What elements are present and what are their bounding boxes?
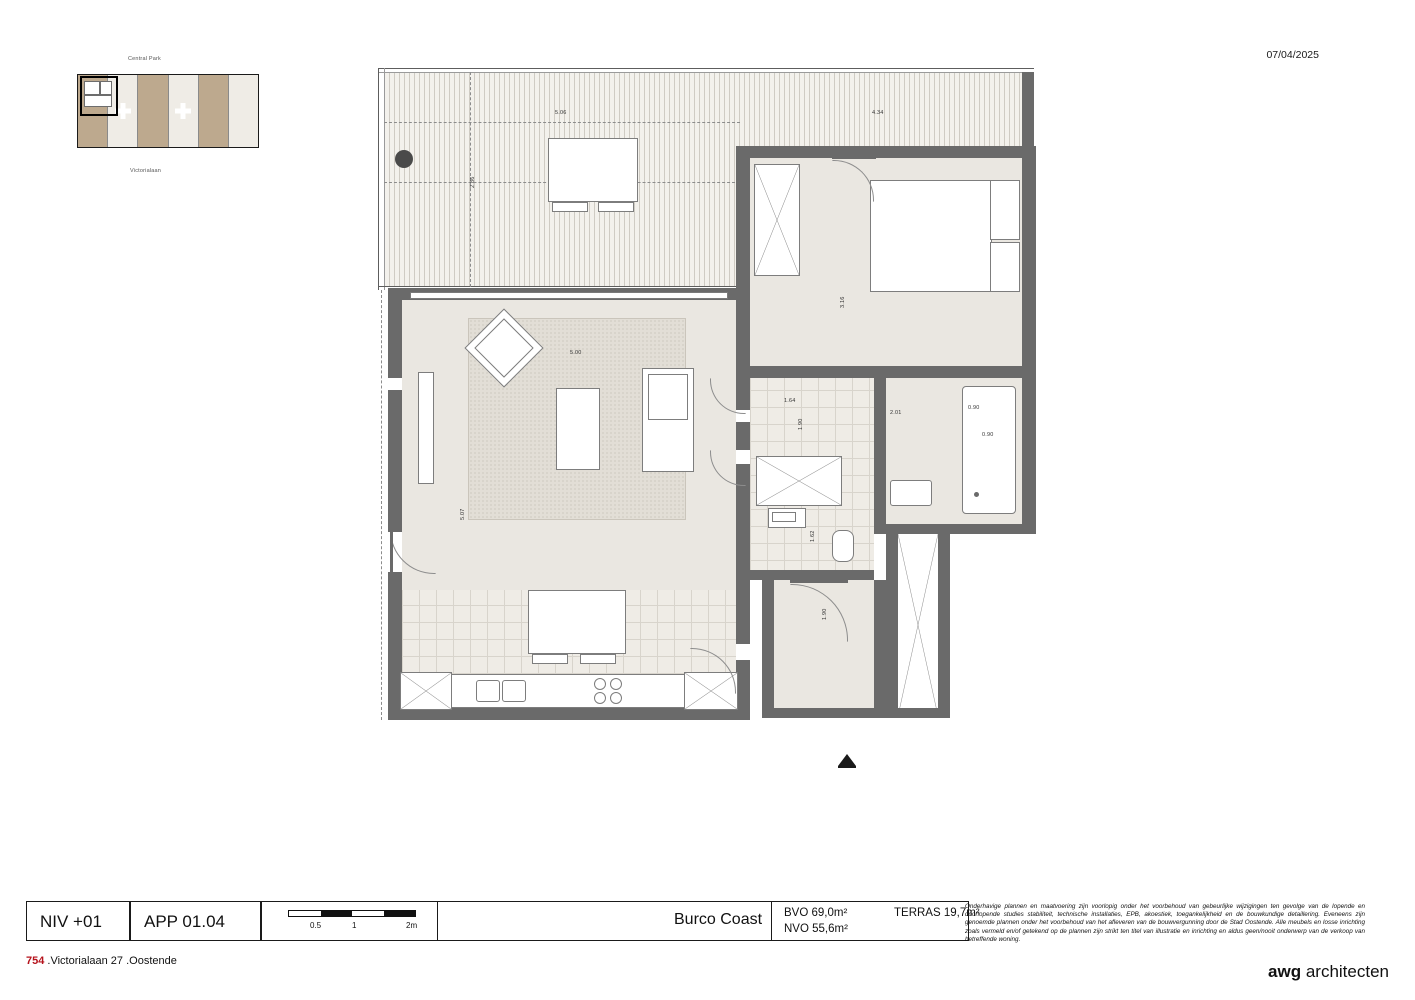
north-arrow-icon [838,752,856,768]
scale-bar [288,910,416,917]
wall-entry-right [874,580,886,716]
dim-hall-depth: 1.90 [798,418,804,430]
sink-basin [502,680,526,702]
scale-segment [384,911,416,916]
level-label: NIV +01 [40,912,102,931]
terrace-chair [552,202,588,212]
area-values [784,905,980,937]
cooktop-burner [594,678,606,690]
scale-labels [274,921,434,933]
wall-stair-bottom [886,708,950,718]
terrace-table [548,138,638,202]
terrace-chair [598,202,634,212]
door-leaf [390,528,393,574]
dining-chair [580,654,616,664]
nvo-value: NVO 55,6m² [784,923,848,935]
wall-entry-left [762,580,774,716]
wall-left-mid [388,390,402,532]
shaft-cross [898,534,938,716]
terrace-edge-bottom [378,286,738,287]
bedroom-wardrobe [754,164,800,276]
wall-bath-left [874,378,886,528]
washer-detail [772,512,796,522]
key-plan-frame [77,74,259,148]
terrace-edge-top [378,68,1034,69]
scale-segment [352,911,384,916]
grid-line [384,122,740,123]
dim-bedroom-depth: 3.16 [840,296,846,308]
bvo-value: BVO 69,0m² [784,907,848,919]
wall-bedroom-left [736,146,750,302]
disclaimer-text: Onderhavige plannen en maatvoering zijn voorlopig onder het voorbehoud van gebeurlijke wijzigingen ten gevolge van de lopende en doorlopende studies stabiliteit, technische installaties, EPB, akoestiek, toegankelijkheid en de bouwkundige detaillering. Eveneens zijn genoemde plannen onder het voorbehoud van het afleveren van de bouwvergunning door de Stad Oostende. Alle meubels en losse inrichting zoals vermeld en/of getekend op de plannen zijn strikt ten titel van illustratie en inrichting en aldus geen/nooit onderwerp van de verkoop van betreffende woning. [965,903,1365,943]
cooktop-burner [610,678,622,690]
project-name: Burco Coast [674,911,763,928]
footer-address [26,955,177,967]
awg-logo [1268,962,1389,982]
cooktop-burner [610,692,622,704]
wall-stair-left [886,534,898,716]
coffee-table [556,388,600,470]
terrace-edge-top2 [378,72,1034,73]
sink-basin [476,680,500,702]
door-swing [390,528,436,574]
dim-bath-width: 2.01 [890,410,902,416]
wall-bedroom-bottom [750,366,1036,378]
scale-label-2: 2m [406,921,418,930]
logo-bold: awg [1268,962,1302,981]
terras-value: TERRAS 19,7m² [894,907,980,919]
wall-living-right-b [736,422,750,450]
dim-entry-depth: 1.90 [822,608,828,620]
door-leaf [832,156,876,159]
wall-left-upper [388,290,402,378]
key-plan-top-label: Central Park [128,56,161,62]
bed [870,180,992,292]
dim-hall-width: 1.64 [784,398,796,404]
dim-living-depth: 5.07 [460,508,466,520]
dim-bath-small: 0.90 [982,432,994,438]
key-plan [72,56,262,174]
dim-bath-inner: 0.90 [968,405,980,411]
terrace-edge-left [378,68,379,290]
plan-date: 07/04/2025 [1266,49,1319,61]
key-plan-bottom-label: Victorialaan [130,168,162,174]
key-plan-cell [169,75,199,147]
key-plan-cell [229,75,258,147]
grid-line [381,290,382,720]
drain [974,492,979,497]
nightstand [990,242,1020,292]
drawing-number: 754 [26,955,45,967]
apartment-floorplan [370,60,1050,780]
wall-bedroom-right [1022,146,1036,386]
key-plan-cell [138,75,168,147]
dim-wc-depth: 1.62 [810,530,816,542]
logo-rest: architecten [1301,962,1389,981]
dim-bedroom-width: 4.34 [872,110,884,116]
scale-segment [289,911,321,916]
sofa-cushion [648,374,688,420]
terrace-planter [395,150,413,168]
address-text: .Victorialaan 27 .Oostende [47,955,177,967]
key-plan-highlight [80,76,118,116]
terrace-edge-left2 [384,68,385,290]
washbasin [890,480,932,506]
dim-living-width: 5.00 [570,350,582,356]
nightstand [990,180,1020,240]
scale-label-0: 0.5 [310,921,322,930]
dining-table [528,590,626,654]
tall-cabinet [418,372,434,484]
key-plan-cell [199,75,229,147]
wall-entry-bottom [762,708,886,718]
apartment-label: APP 01.04 [144,912,225,931]
key-plan-core-icon [175,103,191,119]
toilet [832,530,854,562]
wall-wc-bottom [750,570,874,580]
wall-living-right-c [736,464,750,644]
sliding-window [410,292,728,299]
wall-bedroom-top [736,146,1036,158]
storage-unit [756,456,842,506]
dim-terrace-depth: 2.86 [470,176,476,188]
scale-label-1: 1 [352,921,357,930]
dim-terrace-width: 5.06 [555,110,567,116]
kitchen-cabinet [400,672,452,710]
scale-segment [321,911,353,916]
wall-bath-right [1022,378,1036,534]
wall-stair-right [938,534,950,716]
dining-chair [532,654,568,664]
north-arrow-bar [838,766,856,768]
north-arrow-triangle [838,754,856,766]
entry-door-leaf [790,580,848,583]
cooktop-burner [594,692,606,704]
